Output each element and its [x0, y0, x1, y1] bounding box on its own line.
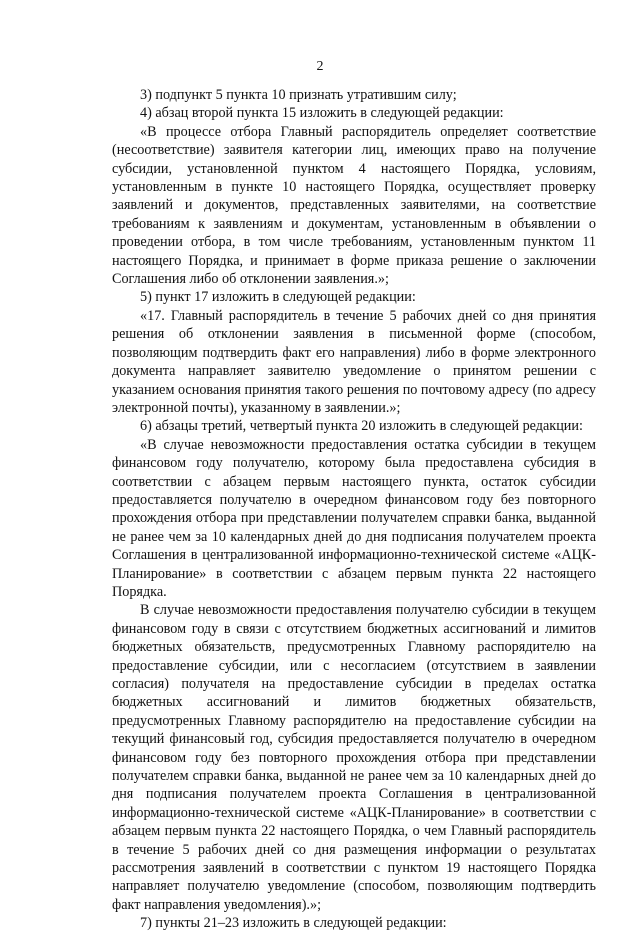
paragraph-quote-20-b: В случае невозможности предоставления получателю субсидии в текущем финансовом году в связи с отсутствием бюджетных ассигнований и лимитов бюджетных обязательств, предусмотренных Главному распорядителю на предоставление субсидии, или с несогласием (отсутствием в заявлении согласия) получателя на предоставление субсидии в пределах остатка бюджетных ассигнований и лимитов бюджетных обязательств, предусмотренных Главному распорядителю на предоставление субсидии на текущий финансовый год, субсидия предоставляется получателю в очередном финансовом году без повторного прохождения отбора при представлении получателем справки банка, выданной не ранее чем за 10 календарных дней до дня подписания получателем проекта Соглашения в централизованной информационно-технической системе «АЦК-Планирование» в соответствии с абзацем первым пункта 22 настоящего Порядка, о чем Главный распорядитель в течение 5 рабочих дней со дня размещения информации о результатах рассмотрения заявлений в соответствии с пунктом 19 настоящего Порядка направляет получателю уведомление (способом, позволяющим подтвердить факт направления уведомления).»; [112, 602, 596, 913]
paragraph-subitem-7: 7) пункты 21–23 изложить в следующей редакции: [140, 915, 447, 932]
paragraph-quote-15: «В процессе отбора Главный распорядитель определяет соответствие (несоответствие) заявителя категории лиц, имеющих право на получение субсидии, установленной пунктом 4 настоящего Порядка, условиям, установленным в пункте 10 настоящего Порядка, осуществляет проверку заявлений и документов, представленных заявителями, на соответствие требованиям к заявлениям и документам, установленным в объявлении о проведении отбора, в том числе требованиям, установленным пунктом 11 настоящего Порядка, и принимает в форме приказа решение о заключении Соглашения либо об отклонении заявления.»; [112, 123, 596, 288]
document-body [112, 86, 596, 933]
paragraph-subitem-3: 3) подпункт 5 пункта 10 признать утратившим силу; [140, 87, 457, 103]
paragraph-quote-17: «17. Главный распорядитель в течение 5 рабочих дней со дня принятия решения об отклонении заявления в письменной форме (способом, позволяющим подтвердить факт его направления) либо в форме электронного документа направляет заявителю уведомление о принятом решении с указанием основания принятия такого решения по почтовому адресу (по адресу электронной почты), указанному в заявлении.»; [112, 307, 596, 416]
page-number: 2 [316, 59, 324, 74]
paragraph-quote-20-a: «В случае невозможности предоставления остатка субсидии в текущем финансовом году получателю, которому была предоставлена субсидия в соответствии с абзацем первым настоящего пункта, остаток субсидии предоставляется получателю в очередном финансовом году без повторного прохождения отбора при представлении получателем справки банка, выданной не ранее чем за 10 календарных дней до дня подписания получателем проекта Соглашения в централизованной информационно-технической системе «АЦК-Планирование» в соответствии с абзацем первым пункта 22 настоящего Порядка. [112, 436, 596, 600]
paragraph-subitem-6: 6) абзацы третий, четвертый пункта 20 изложить в следующей редакции: [140, 418, 583, 435]
paragraph-subitem-5: 5) пункт 17 изложить в следующей редакции: [140, 289, 416, 306]
paragraph-subitem-4: 4) абзац второй пункта 15 изложить в следующей редакции: [140, 105, 504, 122]
